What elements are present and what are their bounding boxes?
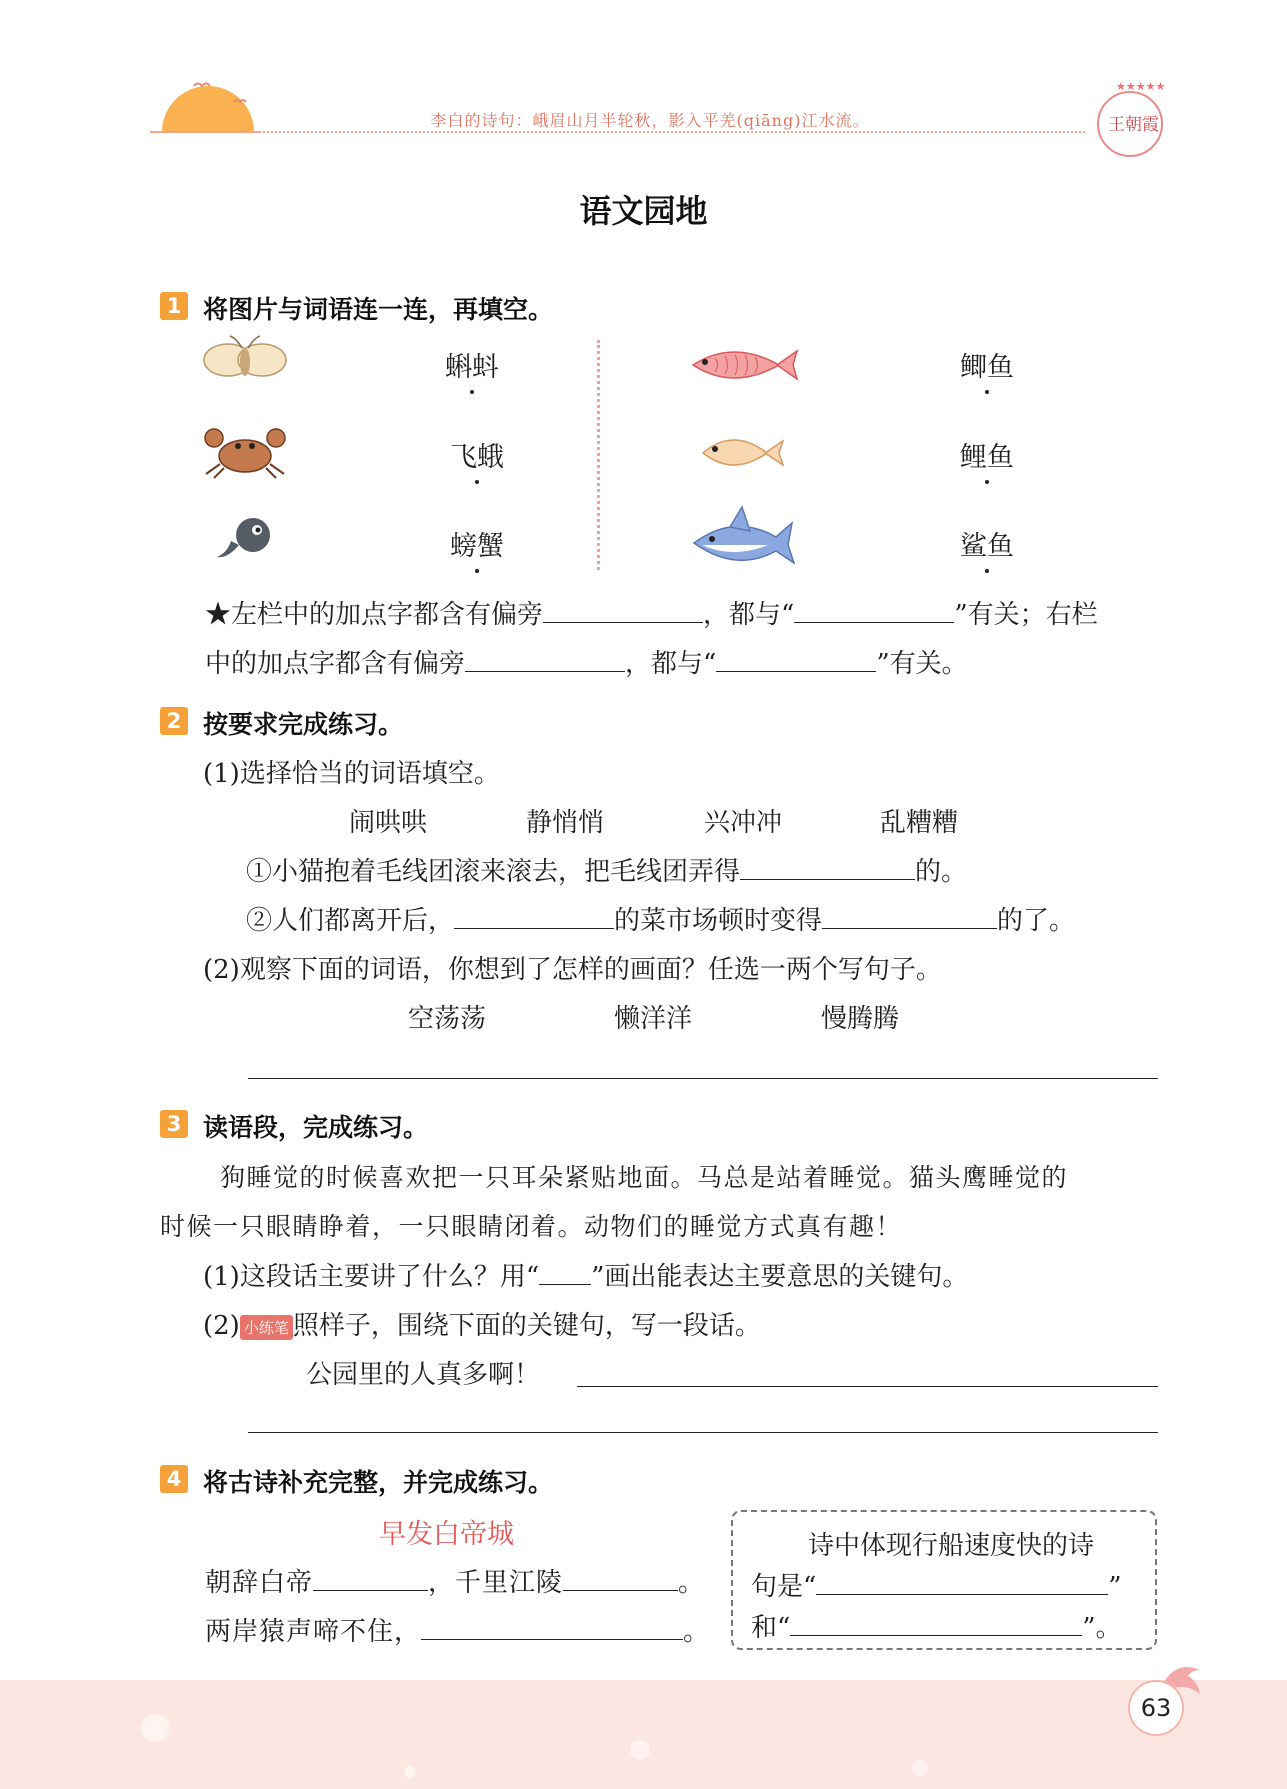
word2-1: 空荡荡 bbox=[408, 1004, 487, 1034]
blank-s2a[interactable] bbox=[454, 904, 614, 929]
q4-number: 4 bbox=[160, 1465, 188, 1493]
column-divider bbox=[597, 340, 600, 570]
shark-icon bbox=[690, 505, 795, 575]
header-quote: 李白的诗句：峨眉山月半轮秋，影入平羌(qiāng)江水流。 bbox=[430, 111, 870, 130]
stamp-text: 王朝霞 bbox=[1108, 115, 1159, 135]
q1-number: 1 bbox=[160, 292, 188, 320]
q2-sub2: (2)观察下面的词语，你想到了怎样的画面？任选一两个写句子。 bbox=[203, 955, 942, 985]
carp-icon bbox=[697, 427, 787, 479]
q3-para-line1: 狗睡觉的时候喜欢把一只耳朵紧贴地面。马总是站着睡觉。猫头鹰睡觉的 bbox=[220, 1163, 1069, 1192]
q1-title: 将图片与词语连一连，再填空。 bbox=[203, 295, 554, 324]
blank-poem-3[interactable] bbox=[421, 1615, 683, 1640]
stamp-logo bbox=[1090, 80, 1170, 160]
svg-text:★★★★★: ★★★★★ bbox=[1116, 80, 1166, 93]
poem-line-2: 两岸猿声啼不住， 。 bbox=[205, 1617, 711, 1647]
sunset-icon bbox=[150, 70, 260, 145]
blank-poem-2[interactable] bbox=[563, 1566, 678, 1591]
blank-s1[interactable] bbox=[740, 855, 915, 880]
q2-answer-line[interactable] bbox=[248, 1078, 1158, 1079]
blank-radical-left[interactable] bbox=[543, 598, 703, 623]
header-divider bbox=[150, 131, 1085, 133]
choice-1: 闹哄哄 bbox=[349, 808, 428, 838]
q2-sentence-2: ②人们都离开后， 的菜市场顿时变得 的了。 bbox=[246, 906, 1076, 936]
q3-sub1: (1)这段话主要讲了什么？用“ ”画出能表达主要意思的关键句。 bbox=[203, 1262, 969, 1292]
q3-number: 3 bbox=[160, 1110, 188, 1138]
word2-3: 慢腾腾 bbox=[821, 1004, 900, 1034]
choice-4: 乱糟糟 bbox=[880, 808, 959, 838]
q3-sub2: (2) 小练笔 照样子，围绕下面的关键句，写一段话。 bbox=[203, 1311, 761, 1341]
q3-para-line2: 时候一只眼睛睁着，一只眼睛闭着。动物们的睡觉方式真有趣！ bbox=[160, 1212, 903, 1241]
q2-number: 2 bbox=[160, 707, 188, 735]
right-word-2[interactable]: 鲤鱼 bbox=[960, 435, 1014, 474]
page-number: 63 bbox=[1128, 1680, 1184, 1736]
box-line-2: 句是“ ” bbox=[751, 1572, 1122, 1602]
crab-icon bbox=[200, 420, 290, 480]
blank-radical-right[interactable] bbox=[465, 647, 625, 672]
underline-sample bbox=[539, 1260, 591, 1285]
q2-title: 按要求完成练习。 bbox=[203, 710, 404, 739]
right-word-1[interactable]: 鲫鱼 bbox=[960, 345, 1014, 384]
left-word-2[interactable]: 飞蛾 bbox=[450, 435, 504, 474]
poem-line-1: 朝辞白帝 ，千里江陵 。 bbox=[205, 1568, 706, 1598]
blank-meaning-left[interactable] bbox=[794, 598, 954, 623]
practice-tag: 小练笔 bbox=[240, 1315, 293, 1340]
blank-s2b[interactable] bbox=[822, 904, 997, 929]
right-word-3[interactable]: 鲨鱼 bbox=[960, 524, 1014, 563]
box-line-3: 和“ ”。 bbox=[751, 1613, 1122, 1643]
choice-3: 兴冲冲 bbox=[704, 808, 783, 838]
left-word-3[interactable]: 螃蟹 bbox=[450, 524, 504, 563]
word2-2: 懒洋洋 bbox=[614, 1004, 693, 1034]
footer-bubbles bbox=[0, 1680, 1287, 1789]
q3-title: 读语段，完成练习。 bbox=[203, 1113, 429, 1142]
page-title: 语文园地 bbox=[579, 192, 708, 230]
poem-title: 早发白帝城 bbox=[379, 1519, 514, 1550]
choice-2: 静悄悄 bbox=[526, 808, 605, 838]
blank-box-2[interactable] bbox=[790, 1611, 1082, 1636]
q1-fill-line1: ★左栏中的加点字都含有偏旁 ，都与“ ”有关；右栏 bbox=[205, 600, 1098, 630]
q3-key-sentence: 公园里的人真多啊！ bbox=[306, 1360, 541, 1390]
q3-answer-line-1[interactable] bbox=[577, 1386, 1158, 1387]
tadpole-icon bbox=[213, 515, 278, 567]
moth-icon bbox=[200, 332, 290, 387]
blank-poem-1[interactable] bbox=[313, 1566, 428, 1591]
q3-answer-line-2[interactable] bbox=[248, 1432, 1158, 1433]
q2-sub1: (1)选择恰当的词语填空。 bbox=[203, 759, 500, 789]
left-word-1[interactable]: 蝌蚪 bbox=[445, 345, 499, 384]
blank-box-1[interactable] bbox=[816, 1570, 1108, 1595]
q2-sentence-1: ①小猫抱着毛线团滚来滚去，把毛线团弄得 的。 bbox=[246, 857, 968, 887]
red-fish-icon bbox=[685, 340, 800, 390]
q1-fill-line2: 中的加点字都含有偏旁 ，都与“ ”有关。 bbox=[205, 649, 968, 679]
q4-title: 将古诗补充完整，并完成练习。 bbox=[203, 1468, 554, 1497]
box-line-1: 诗中体现行船速度快的诗 bbox=[808, 1531, 1095, 1561]
blank-meaning-right[interactable] bbox=[716, 647, 876, 672]
